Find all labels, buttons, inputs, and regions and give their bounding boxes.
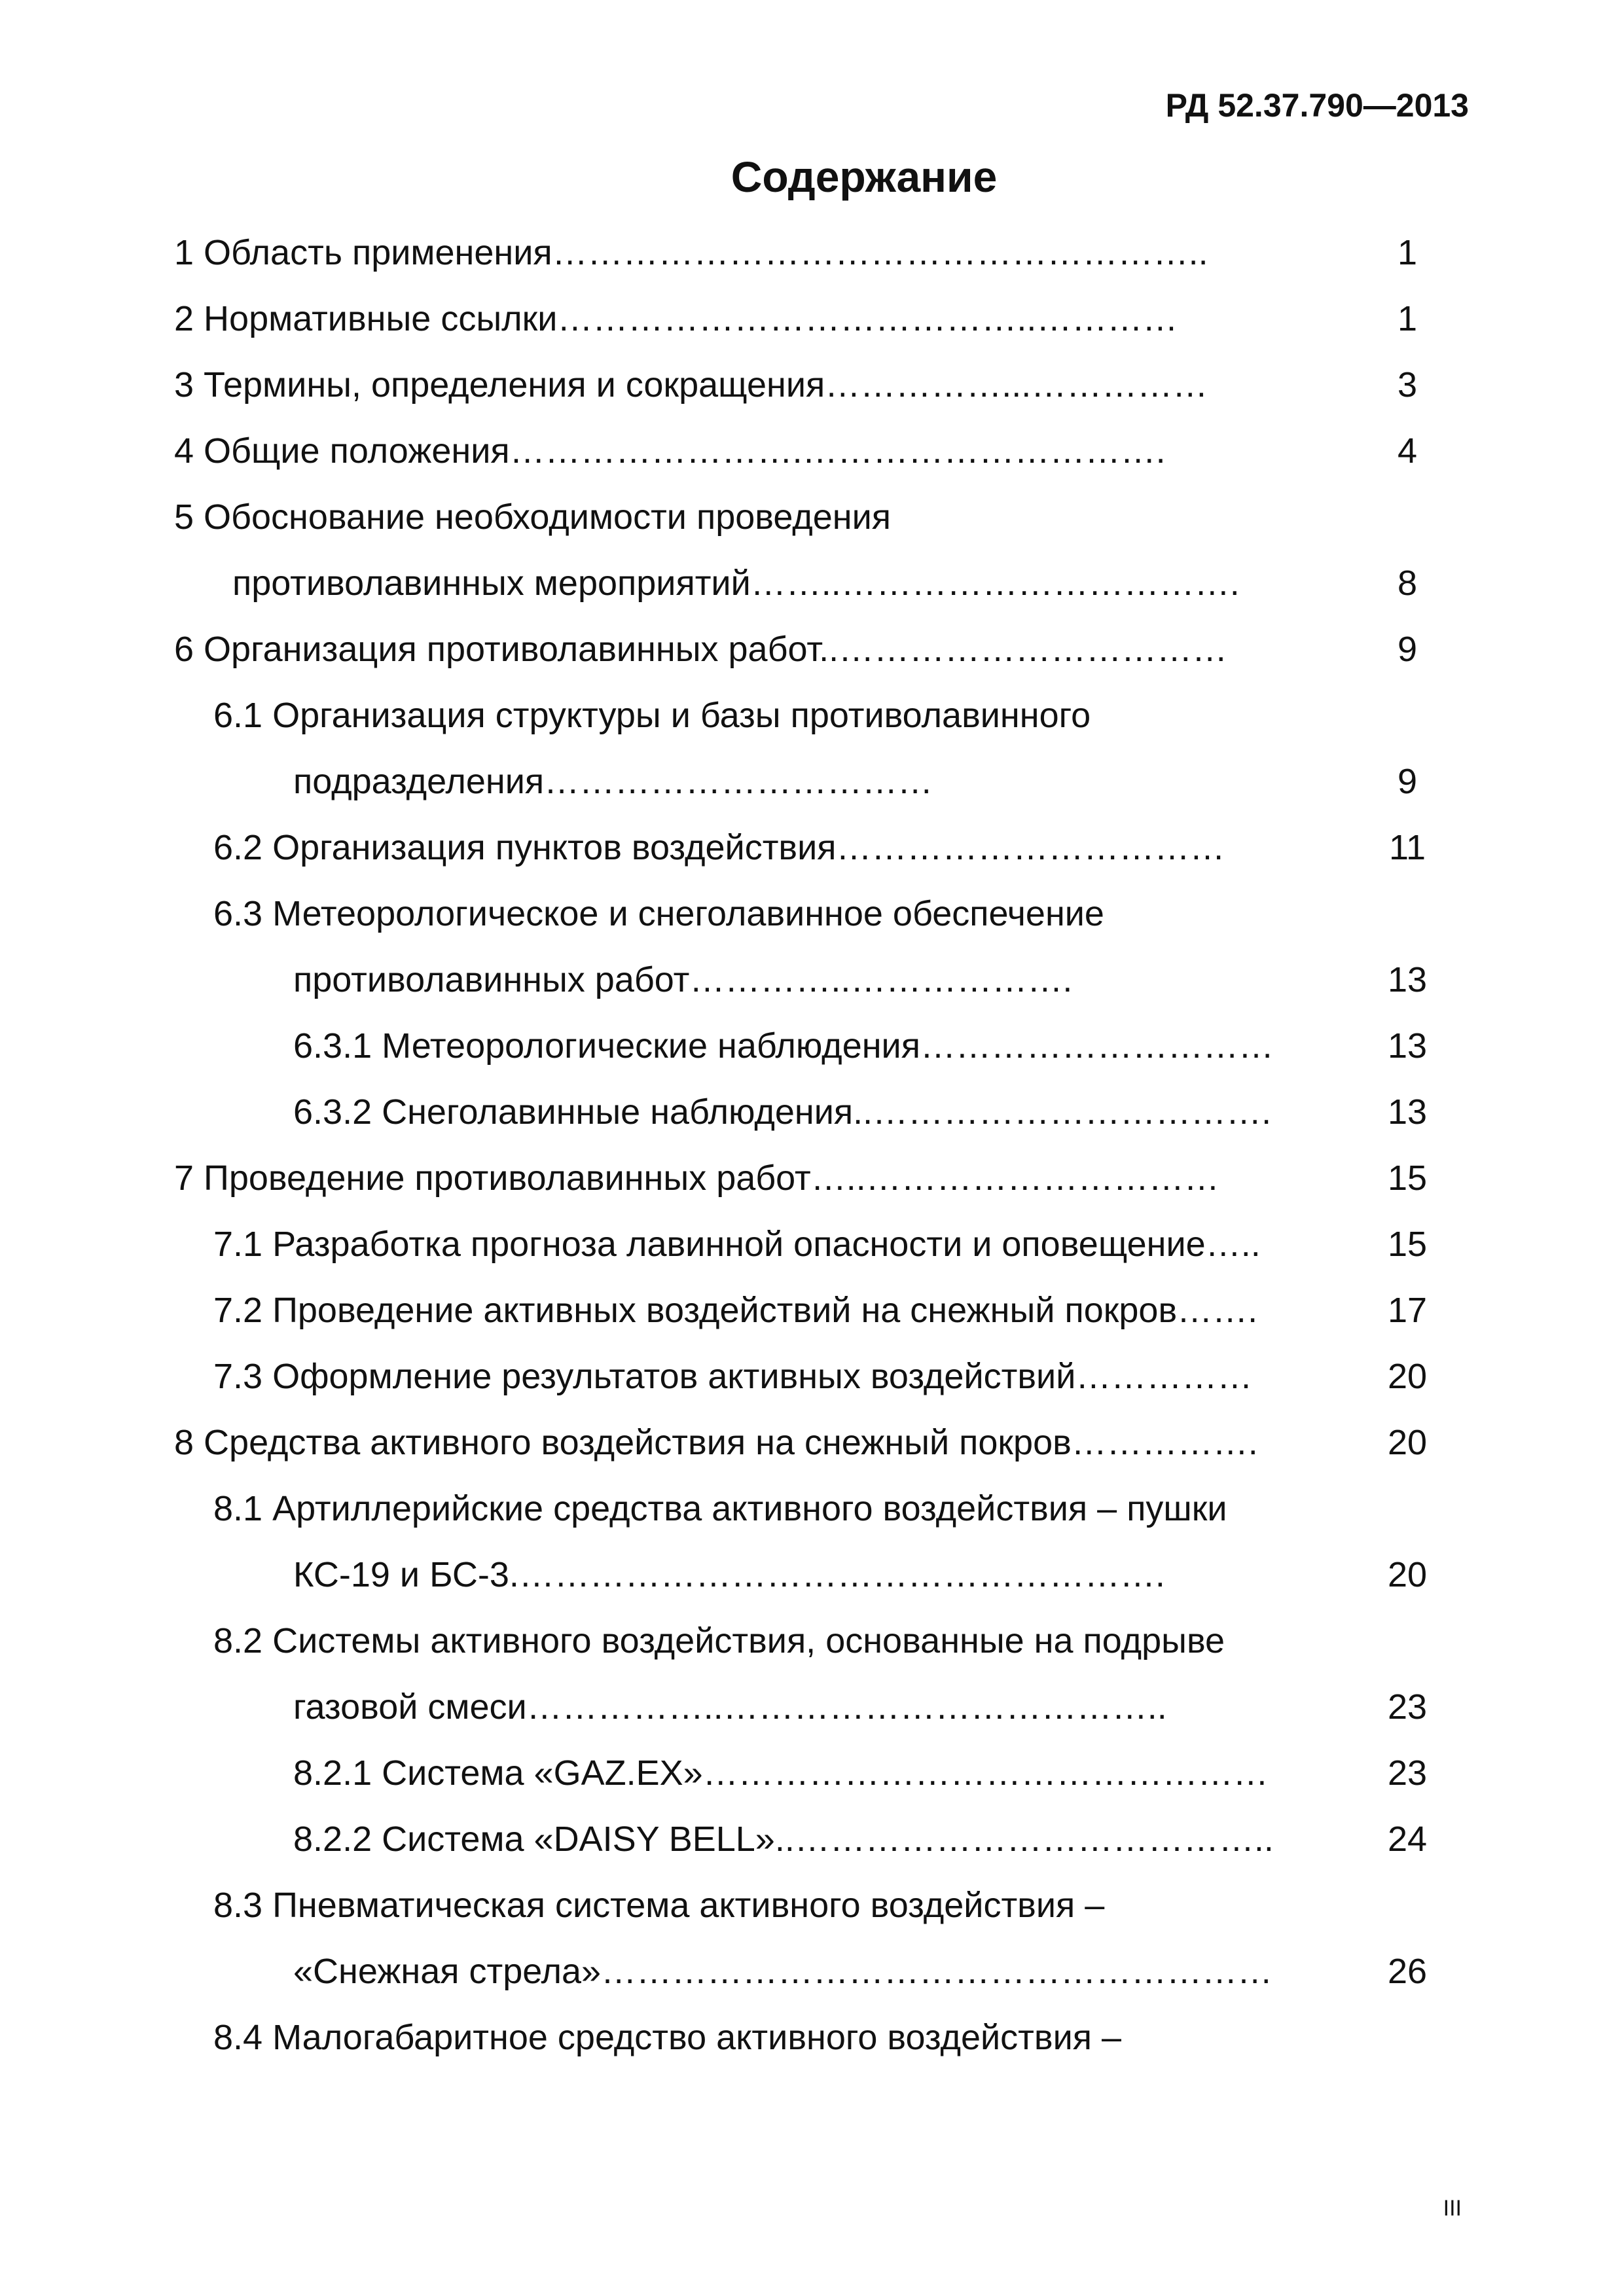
toc-entry[interactable] [0,550,1624,617]
toc-entry-page: 13 [1387,960,1428,999]
toc-entry[interactable] [0,2005,1624,2071]
toc-entry-text: 2 Нормативные ссылки…………………………………..………… [174,299,1178,338]
toc-entry[interactable] [0,1476,1624,1542]
toc-entry-page: 8 [1397,564,1418,603]
toc-entry-page: 24 [1387,1820,1428,1859]
toc-entry-page: 3 [1397,365,1418,404]
toc-entry[interactable] [0,1079,1624,1145]
page-title: Содержание [731,152,998,201]
toc-entry[interactable] [0,1740,1624,1806]
toc-entry[interactable] [0,617,1624,683]
toc-entry-text: 8.2.2 Система «DAISY BELL»..………………………………….. [293,1820,1274,1859]
toc-entry-text: 6.3.1 Метеорологические наблюдения………………………… [293,1026,1274,1066]
toc-entry[interactable] [0,220,1624,286]
toc-entry-text: 7.1 Разработка прогноза лавинной опасности и оповещение….. [213,1225,1261,1264]
toc-entry-page: 23 [1387,1687,1428,1727]
toc-entry[interactable] [0,1873,1624,1939]
toc-entry-page: 9 [1397,762,1418,801]
toc-entry-text: 7.2 Проведение активных воздействий на снежный покров……. [213,1291,1258,1330]
toc-entry-text: 8.4 Малогабаритное средство активного воздействия – [213,2018,1122,2057]
toc-entry[interactable] [0,815,1624,881]
toc-entry-page: 23 [1387,1753,1428,1793]
toc-entry-text: противолавинных мероприятий……..……………………………. [232,564,1240,603]
toc-entry-page: 26 [1387,1952,1428,1991]
toc-entry-text: подразделения…………………………… [293,762,933,801]
toc-entry-page: 9 [1397,630,1418,669]
toc-entry-text: 6.2 Организация пунктов воздействия…………………………… [213,828,1225,867]
toc-entry-page: 20 [1387,1357,1428,1396]
toc-entry-text: 8.3 Пневматическая система активного воздействия – [213,1886,1105,1925]
toc-entry-page: 15 [1387,1158,1428,1198]
toc-entry-text: 8.2 Системы активного воздействия, основанные на подрыве [213,1621,1225,1660]
toc-entry-page: 1 [1397,299,1418,338]
toc-entry-page: 13 [1387,1092,1428,1132]
toc-entry-page: 20 [1387,1423,1428,1462]
toc-entry[interactable] [0,352,1624,418]
toc-entry[interactable] [0,947,1624,1013]
toc-entry[interactable] [0,1211,1624,1278]
toc-entry-text: 1 Область применения……………………………………………….. [174,233,1208,272]
toc-entry[interactable] [0,683,1624,749]
toc-entry[interactable] [0,1674,1624,1740]
toc-entry[interactable] [0,749,1624,815]
toc-entry-text: 4 Общие положения…………………….…………………………. [174,431,1166,471]
toc-entry[interactable] [0,286,1624,352]
toc-entry-text: 6.3.2 Снеголавинные наблюдения..……………………………. [293,1092,1272,1132]
toc-entry-page: 17 [1387,1291,1428,1330]
toc-entry[interactable] [0,1344,1624,1410]
toc-entry-text: 8.2.1 Система «GAZ.EX»………………………………………… [293,1753,1269,1793]
toc-entry[interactable] [0,484,1624,550]
toc-entry[interactable] [0,1939,1624,2005]
toc-entry-page: 15 [1387,1225,1428,1264]
toc-entry-page: 1 [1397,233,1418,272]
toc-entry-page: 4 [1397,431,1418,471]
toc-entry[interactable] [0,1410,1624,1476]
toc-entry[interactable] [0,1806,1624,1873]
page-number: III [1443,2196,1462,2221]
toc-entry-text: КС-19 и БС-3.………………………………………………. [293,1555,1165,1594]
toc-entry-text: 5 Обоснование необходимости проведения [174,497,891,537]
toc-entry-text: 6 Организация противолавинных работ..…………………………… [174,630,1228,669]
toc-entry[interactable] [0,1145,1624,1211]
toc-entry-page: 13 [1387,1026,1428,1066]
toc-entry[interactable] [0,1608,1624,1674]
toc-entry-text: противолавинных работ…………..………………. [293,960,1073,999]
toc-entry-text: 7 Проведение противолавинных работ…..………………………… [174,1158,1219,1198]
toc-entry-page: 11 [1388,828,1426,867]
toc-entry[interactable] [0,418,1624,484]
toc-entry[interactable] [0,881,1624,947]
toc-entry-text: 3 Термины, определения и сокращения……………...…………… [174,365,1208,404]
toc-entry-text: 8 Средства активного воздействия на снежный покров……………. [174,1423,1258,1462]
toc-entry-text: 6.1 Организация структуры и базы противолавинного [213,696,1091,735]
toc-entry-text: 8.1 Артиллерийские средства активного воздействия – пушки [213,1489,1227,1528]
toc-entry[interactable] [0,1542,1624,1608]
toc-entry-text: «Снежная стрела»………………………………………………… [293,1952,1273,1991]
document-code: РД 52.37.790—2013 [1165,87,1469,124]
toc-entry[interactable] [0,1278,1624,1344]
toc-entry-page: 20 [1387,1555,1428,1594]
toc-entry[interactable] [0,1013,1624,1079]
toc-entry-text: 7.3 Оформление результатов активных воздействий…………… [213,1357,1253,1396]
toc-entry-text: газовой смеси……………..……………………………….. [293,1687,1167,1727]
toc-entry-text: 6.3 Метеорологическое и снеголавинное обеспечение [213,894,1104,933]
